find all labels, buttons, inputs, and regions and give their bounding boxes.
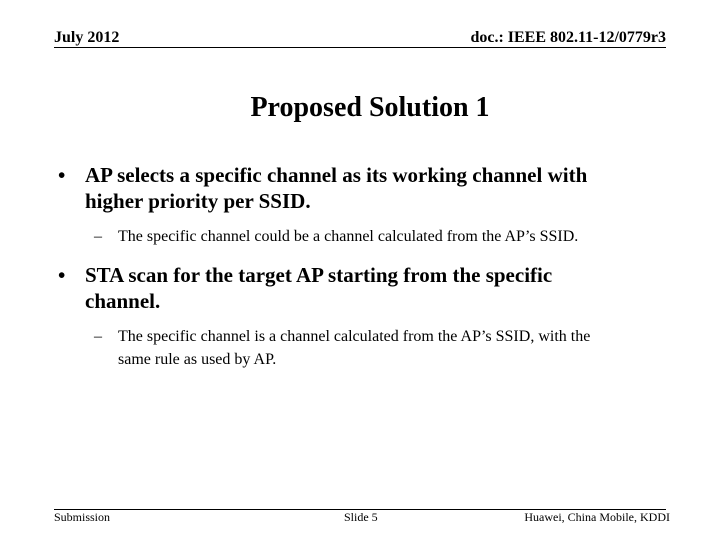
dash-icon: – [94,228,102,245]
sub-bullet-1-text: The specific channel could be a channel calculated from the AP’s SSID. [118,228,579,245]
footer-authors: Huawei, China Mobile, KDDI [524,510,670,524]
bullet-2 [58,262,618,314]
footer-submission: Submission [54,510,111,524]
footer-slide-number: Slide 5 [344,510,378,524]
header-date: July 2012 [54,29,120,46]
sub-bullet-2 [58,325,618,371]
sub-bullet-2-text: The specific channel is a channel calculated from the AP’s SSID, with the same rule as used by AP. [118,328,591,368]
header-doc-id: doc.: IEEE 802.11-12/0779r3 [470,29,666,46]
bullet-1-text: AP selects a specific channel as its working channel with higher priority per SSID. [85,163,588,213]
dash-icon: – [94,328,102,345]
slide-body [58,162,618,371]
bullet-1 [58,162,618,214]
sub-bullet-1 [58,225,618,248]
header-rule [54,47,666,48]
bullet-2-text: STA scan for the target AP starting from the specific channel. [85,263,553,313]
bullet-dot-icon: • [58,263,66,287]
bullet-dot-icon: • [58,163,66,187]
slide-title: Proposed Solution 1 [250,92,490,123]
